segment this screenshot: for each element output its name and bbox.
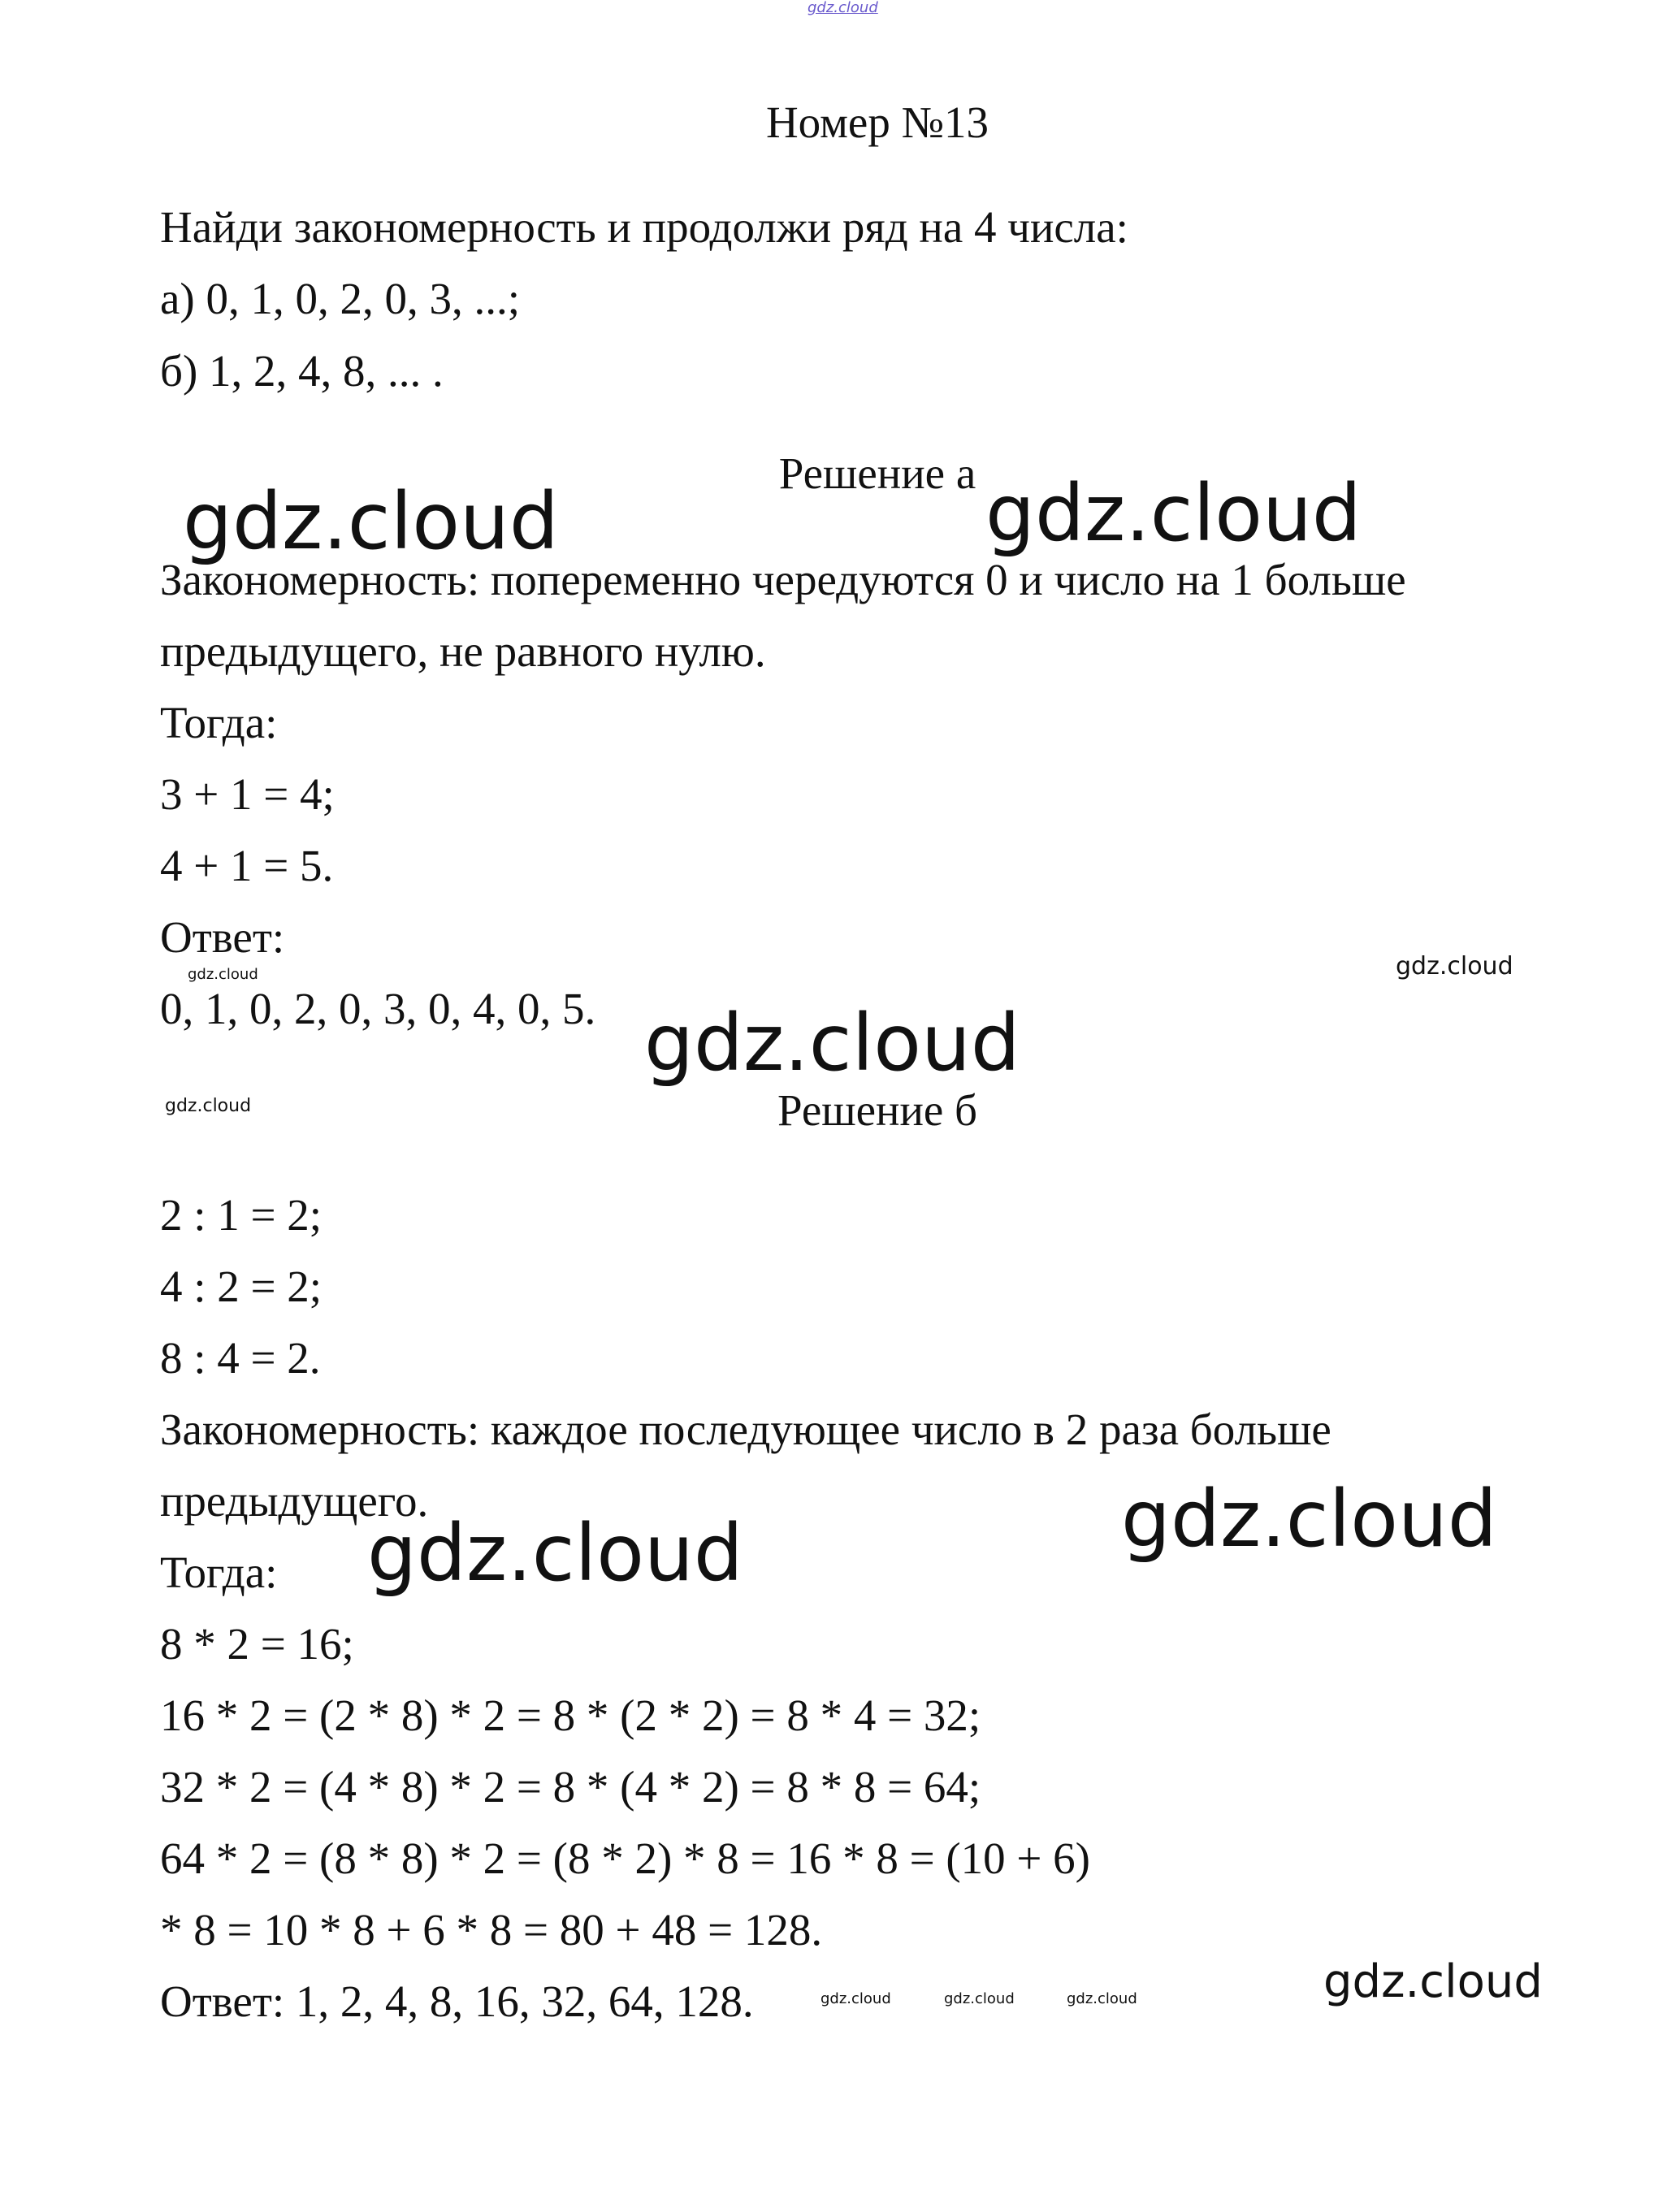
solution-a-line: Ответ: — [160, 912, 285, 962]
task-prompt: Найди закономерность и продолжи ряд на 4 числа: — [160, 202, 1128, 252]
solution-b-line: 4 : 2 = 2; — [160, 1262, 323, 1311]
watermark: gdz.cloud — [821, 1990, 891, 2007]
watermark: gdz.cloud — [1121, 1474, 1497, 1565]
watermark: gdz.cloud — [183, 476, 559, 567]
solution-b-line: предыдущего. — [160, 1476, 429, 1526]
solution-a-answer: 0, 1, 0, 2, 0, 3, 0, 4, 0, 5. — [160, 984, 596, 1033]
watermark-top: gdz.cloud — [808, 0, 878, 16]
solution-b-line: 8 : 4 = 2. — [160, 1333, 321, 1383]
solution-b-line: 64 * 2 = (8 * 8) * 2 = (8 * 2) * 8 = 16 * 8 = (10 + 6) — [160, 1833, 1090, 1883]
watermark: gdz.cloud — [188, 966, 258, 983]
solution-b-line: 2 : 1 = 2; — [160, 1190, 323, 1240]
watermark: gdz.cloud — [165, 1096, 252, 1116]
solution-a-line: Закономерность: попеременно чередуются 0 и число на 1 больше — [160, 555, 1406, 604]
solution-b-line: * 8 = 10 * 8 + 6 * 8 = 80 + 48 = 128. — [160, 1905, 823, 1955]
solution-b-line: 8 * 2 = 16; — [160, 1619, 354, 1669]
solution-b-heading: Решение б — [777, 1085, 978, 1135]
watermark: gdz.cloud — [985, 468, 1362, 559]
solution-a-line: предыдущего, не равного нулю. — [160, 626, 766, 676]
watermark: gdz.cloud — [1323, 1955, 1543, 2008]
solution-a-heading: Решение а — [778, 448, 976, 498]
solution-b-answer: Ответ: 1, 2, 4, 8, 16, 32, 64, 128. — [160, 1976, 754, 2026]
solution-a-line: 4 + 1 = 5. — [160, 841, 334, 890]
solution-a-line: 3 + 1 = 4; — [160, 769, 335, 819]
page-title: Номер №13 — [765, 97, 989, 147]
watermark: gdz.cloud — [944, 1990, 1015, 2007]
watermark: gdz.cloud — [367, 1508, 743, 1599]
solution-a-line: Тогда: — [160, 698, 278, 747]
solution-b-line: 32 * 2 = (4 * 8) * 2 = 8 * (4 * 2) = 8 * 8 = 64; — [160, 1762, 981, 1812]
task-part-b: б) 1, 2, 4, 8, ... . — [160, 346, 444, 396]
watermark: gdz.cloud — [1396, 952, 1513, 981]
solution-b-line: Тогда: — [160, 1548, 278, 1597]
solution-b-line: Закономерность: каждое последующее число в 2 раза больше — [160, 1405, 1331, 1454]
task-part-a: а) 0, 1, 0, 2, 0, 3, ...; — [160, 274, 521, 323]
watermark: gdz.cloud — [644, 998, 1020, 1089]
watermark: gdz.cloud — [1067, 1990, 1137, 2007]
solution-b-line: 16 * 2 = (2 * 8) * 2 = 8 * (2 * 2) = 8 * 4 = 32; — [160, 1691, 981, 1740]
